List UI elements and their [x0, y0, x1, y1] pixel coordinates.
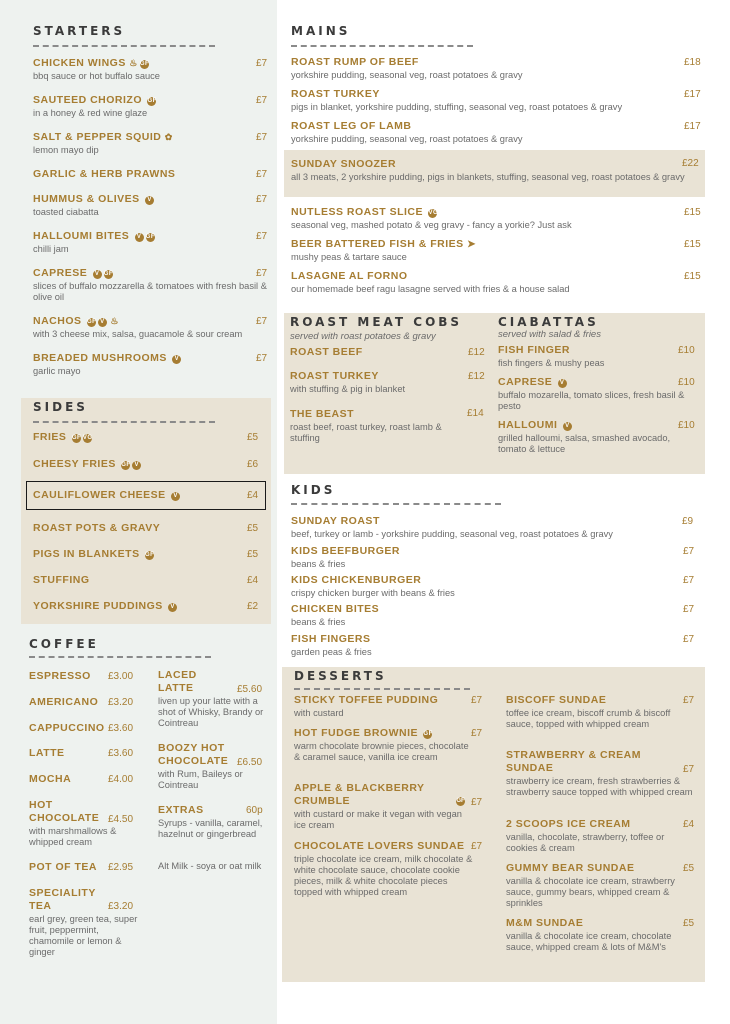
item-name: SPECIALITY: [29, 887, 96, 899]
item-price: £7: [256, 268, 268, 279]
starter-chicken-wings[interactable]: [33, 57, 233, 82]
item-desc: buffalo mozarella, tomato slices, fresh basil & pesto: [498, 390, 685, 411]
main-roast-leg-of-lamb[interactable]: [291, 120, 691, 145]
vegetarian-icon: V: [98, 318, 107, 327]
starter-garlic-herb-prawns[interactable]: [33, 168, 243, 181]
item-price: £3.20: [108, 697, 134, 708]
dessert-hot-fudge-brownie[interactable]: [294, 727, 474, 763]
item-name: BREADED MUSHROOMS: [33, 352, 167, 364]
item-name: CAPRESE: [498, 376, 553, 388]
item-name: PIGS IN BLANKETS: [33, 548, 140, 560]
item-name: LASAGNE AL FORNO: [291, 270, 408, 282]
item-price: £12: [468, 347, 485, 358]
coffee-heading: COFFEE: [29, 637, 99, 651]
gluten-free-icon: GF: [103, 271, 114, 277]
item-name-line2: CRUMBLE: [294, 795, 350, 807]
kids-beefburger[interactable]: [291, 545, 671, 570]
item-price: £15: [684, 239, 701, 250]
item-desc: yorkshire pudding, seasonal veg, roast potatoes & gravy: [291, 70, 523, 80]
item-price: £22: [682, 158, 699, 169]
starter-nachos[interactable]: [33, 315, 271, 340]
cob-roast-turkey[interactable]: [290, 370, 470, 395]
item-desc: chilli jam: [33, 244, 69, 254]
item-price: £7: [256, 169, 268, 180]
vegetarian-icon: V: [172, 355, 181, 364]
item-desc: triple chocolate ice cream, milk chocolate & white chocolate sauce, chocolate cookie pieces, milk & white chocolate pieces topped with whipped cream: [294, 854, 473, 897]
item-name: ROAST RUMP OF BEEF: [291, 56, 419, 68]
item-desc: in a honey & red wine glaze: [33, 108, 148, 118]
item-price: £7: [471, 695, 483, 706]
item-price: £7: [683, 575, 695, 586]
item-price: £5: [683, 863, 695, 874]
vegan-icon: VG: [82, 435, 93, 441]
vegan-icon: VG: [428, 210, 439, 216]
item-price: £6.50: [237, 757, 263, 768]
item-price: £12: [468, 371, 485, 382]
chilli-icon: ♨: [129, 58, 138, 68]
vegetarian-icon: V: [168, 603, 177, 612]
item-price: £14: [467, 408, 484, 419]
item-name: YORKSHIRE PUDDINGS: [33, 600, 163, 612]
vegetarian-icon: V: [558, 379, 567, 388]
item-desc: liven up your latte with a shot of Whisky, Brandy or Cointreau: [158, 696, 264, 728]
item-price: £7: [471, 797, 483, 808]
main-nutless-roast-slice[interactable]: [291, 206, 691, 231]
item-name: ROAST TURKEY: [290, 370, 379, 382]
item-desc: garden peas & fries: [291, 647, 372, 657]
mains-heading: MAINS: [291, 24, 351, 38]
item-price: £15: [684, 207, 701, 218]
desserts-heading: DESSERTS: [294, 669, 387, 683]
item-price: £7: [683, 546, 695, 557]
gluten-free-icon: GF: [71, 435, 82, 441]
item-name: KIDS CHICKENBURGER: [291, 574, 422, 586]
vegetarian-icon: V: [132, 461, 141, 470]
item-price: £4.00: [108, 774, 134, 785]
item-price: £7: [471, 728, 483, 739]
item-price: £18: [684, 57, 701, 68]
item-price: £3.60: [108, 748, 134, 759]
item-price: £10: [678, 377, 695, 388]
sides-divider: [33, 421, 215, 423]
item-price: £6: [247, 459, 259, 470]
coffee-divider: [29, 656, 211, 658]
side-fries[interactable]: [33, 431, 92, 444]
item-desc: beans & fries: [291, 559, 346, 569]
item-desc: vanilla & chocolate ice cream, chocolate sauce, whipped cream & lots of M&M's: [506, 931, 672, 952]
item-price: £15: [684, 271, 701, 282]
item-name: GARLIC & HERB PRAWNS: [33, 168, 176, 180]
cob-the-beast[interactable]: [290, 408, 466, 444]
item-desc: vanilla & chocolate ice cream, strawberry sauce, gummy bears, whipped cream & sprinkles: [506, 876, 675, 908]
item-desc: pigs in blanket, yorkshire pudding, stuffing, seasonal veg, roast potatoes & gravy: [291, 102, 623, 112]
item-price: £3.60: [108, 723, 134, 734]
item-price: £7: [256, 194, 268, 205]
item-name-line2: CHOCOLATE: [29, 812, 100, 824]
dessert-sticky-toffee[interactable]: [294, 694, 474, 719]
squid-icon: ✿: [164, 132, 173, 142]
item-name: FISH FINGER: [498, 344, 571, 356]
ciabattas-subtitle: served with salad & fries: [498, 329, 601, 340]
coffee-laced-latte[interactable]: [158, 669, 268, 729]
gluten-free-icon: GF: [121, 462, 131, 468]
item-name: HUMMUS & OLIVES: [33, 193, 140, 205]
item-name: FRIES: [33, 431, 67, 443]
coffee-pot-of-tea[interactable]: POT OF TEA: [29, 861, 97, 873]
item-price: £4: [683, 819, 695, 830]
ciabattas-heading: CIABATTAS: [498, 315, 599, 329]
item-name: HOT: [29, 799, 53, 811]
item-desc: fish fingers & mushy peas: [498, 358, 605, 368]
item-desc: yorkshire pudding, seasonal veg, roast potatoes & gravy: [291, 134, 523, 144]
gluten-free-icon: GF: [86, 319, 97, 325]
item-price: £4: [247, 490, 259, 501]
gluten-free-icon: GF: [423, 731, 433, 737]
main-sunday-snoozer[interactable]: [291, 158, 697, 183]
cobs-subtitle: served with roast potatoes & gravy: [290, 331, 436, 342]
desserts-divider: [294, 688, 470, 690]
gluten-free-icon: GF: [145, 234, 156, 240]
item-name: NUTLESS ROAST SLICE: [291, 206, 424, 218]
item-price: £17: [684, 89, 701, 100]
item-name: STUFFING: [33, 574, 90, 586]
item-name: BEER BATTERED FISH & FRIES: [291, 238, 464, 250]
side-stuffing[interactable]: [33, 574, 90, 587]
item-price: £5: [683, 918, 695, 929]
item-price: £5: [247, 432, 259, 443]
item-price: 60p: [246, 805, 263, 816]
kids-divider: [291, 503, 501, 505]
cobs-heading: ROAST MEAT COBS: [290, 315, 463, 329]
gluten-free-icon: GF: [456, 798, 465, 804]
side-roast-pots-gravy[interactable]: [33, 522, 160, 535]
item-name: STICKY TOFFEE PUDDING: [294, 694, 439, 706]
kids-fish-fingers[interactable]: [291, 633, 671, 658]
item-price: £9: [682, 516, 694, 527]
vegetarian-icon: V: [145, 196, 154, 205]
item-desc: strawberry ice cream, fresh strawberries & strawberry sauce topped with whipped cream: [506, 776, 693, 797]
item-desc: beans & fries: [291, 617, 346, 627]
item-name: FISH FINGERS: [291, 633, 371, 645]
coffee-espresso[interactable]: ESPRESSO: [29, 670, 91, 682]
item-price: £3.20: [108, 901, 134, 912]
item-desc: Syrups - vanilla, caramel, hazelnut or gingerbread: [158, 818, 263, 839]
dessert-mm-sundae[interactable]: [506, 917, 698, 953]
item-price: £7: [256, 58, 268, 69]
mains-divider: [291, 45, 473, 47]
coffee-latte[interactable]: LATTE: [29, 747, 65, 759]
item-desc: with marshmallows & whipped cream: [29, 826, 117, 847]
ciabatta-fish-finger[interactable]: [498, 344, 694, 369]
item-name: CAULIFLOWER CHEESE: [33, 489, 166, 501]
ciabatta-halloumi[interactable]: [498, 419, 698, 455]
main-roast-turkey[interactable]: [291, 88, 691, 113]
item-price: £4.50: [108, 814, 134, 825]
item-name: ROAST BEEF: [290, 346, 363, 358]
item-price: £7: [471, 841, 483, 852]
dessert-strawberry-cream-sundae[interactable]: [506, 749, 696, 798]
vegetarian-icon: V: [135, 233, 144, 242]
starter-breaded-mushrooms[interactable]: [33, 352, 243, 377]
item-desc: roast beef, roast turkey, roast lamb & stuffing: [290, 422, 442, 443]
item-name: SUNDAY ROAST: [291, 515, 380, 527]
gluten-free-icon: GF: [145, 552, 155, 558]
cob-roast-beef[interactable]: [290, 346, 470, 359]
item-name: CHEESY FRIES: [33, 458, 116, 470]
item-desc: with Rum, Baileys or Cointreau: [158, 769, 243, 790]
coffee-mocha[interactable]: MOCHA: [29, 773, 72, 785]
side-cheesy-fries[interactable]: [33, 458, 141, 471]
item-name: HOT FUDGE BROWNIE: [294, 727, 418, 739]
kids-chicken-bites[interactable]: [291, 603, 671, 628]
item-desc: Alt Milk - soya or oat milk: [158, 861, 262, 871]
item-desc: bbq sauce or hot buffalo sauce: [33, 71, 160, 81]
item-name-line2: LATTE: [158, 682, 194, 694]
chilli-icon: ♨: [110, 316, 119, 326]
vegetarian-icon: V: [563, 422, 572, 431]
item-desc: crispy chicken burger with beans & fries: [291, 588, 455, 598]
vegetarian-icon: V: [171, 492, 180, 501]
kids-chickenburger[interactable]: [291, 574, 671, 599]
item-desc: mushy peas & tartare sauce: [291, 252, 407, 262]
item-name: BISCOFF SUNDAE: [506, 694, 607, 706]
item-desc: slices of buffalo mozzarella & tomatoes with fresh basil & olive oil: [33, 281, 267, 302]
item-name: CHICKEN BITES: [291, 603, 380, 615]
item-name: CAPRESE: [33, 267, 88, 279]
item-name: GUMMY BEAR SUNDAE: [506, 862, 635, 874]
starter-hummus-olives[interactable]: [33, 193, 243, 218]
item-name: SAUTEED CHORIZO: [33, 94, 143, 106]
kids-sunday-roast[interactable]: [291, 515, 694, 540]
item-name: THE BEAST: [290, 408, 355, 420]
item-price: £7: [256, 95, 268, 106]
dessert-biscoff-sundae[interactable]: [506, 694, 696, 730]
starter-halloumi-bites[interactable]: [33, 230, 243, 255]
item-desc: seasonal veg, mashed potato & veg gravy - fancy a yorkie? Just ask: [291, 220, 572, 230]
item-name: EXTRAS: [158, 804, 204, 816]
starters-heading: STARTERS: [33, 24, 126, 38]
item-desc: with stuffing & pig in blanket: [290, 384, 406, 394]
item-price: £3.00: [108, 671, 134, 682]
dessert-gummy-bear-sundae[interactable]: [506, 862, 696, 909]
item-price: £7: [683, 634, 695, 645]
item-name: SUNDAY SNOOZER: [291, 158, 397, 170]
item-desc: toffee ice cream, biscoff crumb & biscoff sauce, topped with whipped cream: [506, 708, 671, 729]
item-price: £4: [247, 575, 259, 586]
item-name: SALT & PEPPER SQUID: [33, 131, 162, 143]
item-name: ROAST POTS & GRAVY: [33, 522, 161, 534]
item-name: CHICKEN WINGS: [33, 57, 126, 69]
item-desc: all 3 meats, 2 yorkshire pudding, pigs in blankets, stuffing, seasonal veg, roast potatoes & gravy: [291, 172, 685, 182]
item-name: M&M SUNDAE: [506, 917, 584, 929]
item-name: KIDS BEEFBURGER: [291, 545, 401, 557]
coffee-speciality-tea[interactable]: [29, 887, 141, 958]
gluten-free-icon: GF: [139, 61, 150, 67]
item-desc: vanilla, chocolate, strawberry, toffee or cookies & cream: [506, 832, 665, 853]
item-price: £2.95: [108, 862, 134, 873]
item-name-line2: SUNDAE: [506, 762, 554, 774]
item-price: £7: [256, 231, 268, 242]
sides-heading: SIDES: [33, 400, 88, 414]
item-desc: toasted ciabatta: [33, 207, 99, 217]
fish-icon: ➤: [467, 239, 476, 250]
item-name: HALLOUMI BITES: [33, 230, 130, 242]
side-pigs-in-blankets[interactable]: [33, 548, 154, 561]
item-price: £7: [683, 695, 695, 706]
item-price: £5.60: [237, 684, 263, 695]
starter-salt-pepper-squid[interactable]: [33, 131, 243, 156]
starter-caprese[interactable]: [33, 267, 269, 303]
kids-heading: KIDS: [291, 483, 336, 497]
item-name: NACHOS: [33, 315, 82, 327]
main-roast-rump-of-beef[interactable]: [291, 56, 691, 81]
coffee-cappuccino[interactable]: CAPPUCCINO: [29, 722, 105, 734]
item-price: £7: [256, 132, 268, 143]
side-yorkshire-puddings[interactable]: [33, 600, 177, 613]
item-desc: grilled halloumi, salsa, smashed avocado, tomato & lettuce: [498, 433, 671, 454]
main-lasagne-al-forno[interactable]: [291, 270, 691, 295]
gluten-free-icon: GF: [147, 98, 157, 104]
item-desc: garlic mayo: [33, 366, 81, 376]
item-price: £7: [256, 316, 268, 327]
item-price: £5: [247, 549, 259, 560]
item-desc: our homemade beef ragu lasagne served with fries & a house salad: [291, 284, 570, 294]
vegetarian-icon: V: [93, 270, 102, 279]
item-price: £10: [678, 345, 695, 356]
item-price: £7: [683, 604, 695, 615]
item-name: LACED: [158, 669, 197, 681]
item-name: STRAWBERRY & CREAM: [506, 749, 642, 761]
side-cauliflower-cheese[interactable]: [33, 489, 180, 502]
item-desc: with custard: [294, 708, 344, 718]
starters-divider: [33, 45, 215, 47]
starter-sauteed-chorizo[interactable]: [33, 94, 243, 119]
item-desc: lemon mayo dip: [33, 145, 99, 155]
item-name: APPLE & BLACKBERRY: [294, 782, 425, 794]
item-name: ROAST TURKEY: [291, 88, 380, 100]
dessert-chocolate-lovers-sundae[interactable]: [294, 840, 474, 898]
item-name-line2: TEA: [29, 900, 52, 912]
item-desc: with 3 cheese mix, salsa, guacamole & sour cream: [33, 329, 243, 339]
dessert-2-scoops-ice-cream[interactable]: [506, 818, 696, 854]
item-name-line2: CHOCOLATE: [158, 755, 229, 767]
item-desc: earl grey, green tea, super fruit, peppermint, chamomile or lemon & ginger: [29, 914, 138, 957]
item-name: 2 SCOOPS ICE CREAM: [506, 818, 631, 830]
item-desc: warm chocolate brownie pieces, chocolate & caramel sauce, vanilla ice cream: [294, 741, 469, 762]
dessert-apple-blackberry-crumble[interactable]: [294, 782, 469, 831]
item-name: BOOZY HOT: [158, 742, 225, 754]
item-price: £5: [247, 523, 259, 534]
main-beer-battered-fish[interactable]: [291, 238, 691, 263]
coffee-alt-milk[interactable]: [158, 860, 268, 872]
item-price: £7: [256, 353, 268, 364]
item-desc: with custard or make it vegan with vegan ice cream: [294, 809, 462, 830]
item-name: ROAST LEG OF LAMB: [291, 120, 412, 132]
ciabatta-caprese[interactable]: [498, 376, 686, 412]
item-price: £2: [247, 601, 259, 612]
item-price: £17: [684, 121, 701, 132]
item-desc: beef, turkey or lamb - yorkshire pudding, seasonal veg, roast potatoes & gravy: [291, 529, 613, 539]
item-price: £10: [678, 420, 695, 431]
item-name: HALLOUMI: [498, 419, 558, 431]
item-name: CHOCOLATE LOVERS SUNDAE: [294, 840, 465, 852]
coffee-americano[interactable]: AMERICANO: [29, 696, 99, 708]
item-price: £7: [683, 764, 695, 775]
